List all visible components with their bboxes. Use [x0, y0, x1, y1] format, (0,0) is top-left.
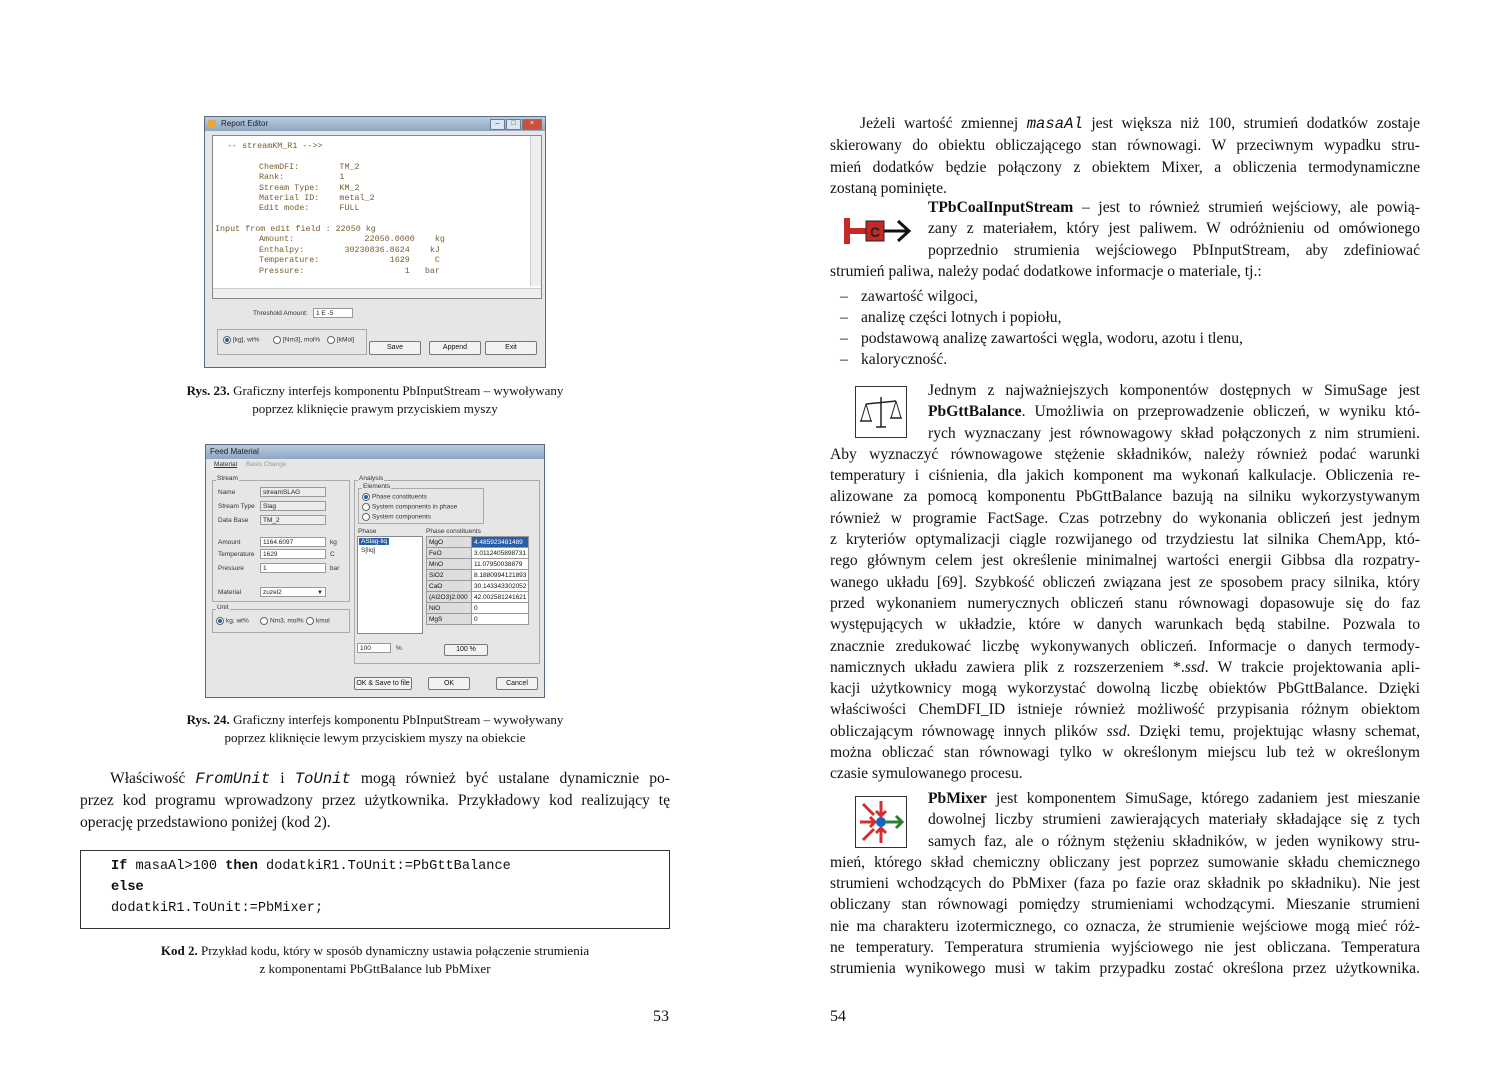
stream-type-field: Slag: [260, 501, 326, 511]
feed-material-window: [205, 444, 545, 698]
list-item: – podstawową analizę zawartości węgla, wodoru, azotu i tlenu,: [830, 328, 1420, 349]
ok-save-to-file-button[interactable]: OK & Save to file: [354, 677, 412, 690]
report-editor-titlebar: [205, 117, 545, 131]
phase-list[interactable]: [357, 536, 423, 634]
radio-kg[interactable]: kg, wt%: [216, 617, 249, 625]
phase-label: Phase: [358, 528, 377, 535]
code-2-caption: Kod 2. Przykład kodu, który w sposób dynamiczny ustawia połączenie strumienia z komponentami PbGttBalance lub PbMixer: [160, 943, 590, 976]
maximize-icon[interactable]: □: [506, 119, 521, 130]
amount-input[interactable]: 1164.6097: [260, 537, 326, 547]
table-row[interactable]: MgO 4.485923481489: [427, 537, 529, 548]
radio-kg[interactable]: [kg], wt%: [223, 336, 259, 344]
app-icon: [208, 120, 216, 128]
exit-button[interactable]: Exit: [485, 341, 537, 355]
temperature-label: Temperature: [218, 551, 255, 558]
table-row[interactable]: FeO 3.0112405898731: [427, 548, 529, 559]
pressure-input[interactable]: 1: [260, 563, 326, 573]
table-row[interactable]: MnO 11.07950038879: [427, 559, 529, 570]
report-line: Rank: 1: [259, 172, 345, 182]
radio-kmol[interactable]: [kMol]: [327, 336, 354, 344]
save-button[interactable]: Save: [369, 341, 421, 355]
amount-unit: kg: [330, 539, 337, 546]
page-number-left: 53: [653, 1008, 669, 1025]
ok-button[interactable]: OK: [428, 677, 470, 690]
report-line: Enthalpy: 30230836.8624 kJ: [259, 245, 440, 255]
report-line: Input from edit field : 22050 kg: [215, 224, 376, 234]
coal-input-stream-paragraph: TPbCoalInputStream – jest to również strumień wejściowy, ale powią- zany z materiałem, który jest paliwem. W odróżnieniu od omówionego poprzednio strumienia wejściowego PbInputStream, aby zdefiniować strumień paliwa, należy podać dodatkowe informacje o materiale, tj.:: [830, 199, 1420, 280]
vertical-scrollbar[interactable]: [530, 136, 541, 286]
code-line: dodatkiR1.ToUnit:=PbMixer;: [111, 901, 324, 916]
report-line: Temperature: 1629 C: [259, 255, 440, 265]
material-label: Material: [218, 589, 242, 596]
temperature-input[interactable]: 1629: [260, 549, 326, 559]
cancel-button[interactable]: Cancel: [496, 677, 538, 690]
report-editor-window: [204, 116, 546, 368]
gttbalance-paragraph: Jednym z najważniejszych komponentów dostępnych w SimuSage jest PbGttBalance. Umożliwia on przeprowadzenie obliczeń, w wyniku któ- rych wyznaczany jest równowagowy skład połączonych z nim strumieni. Aby wyznaczyć równowagowe stężenie składników, należy również podać warunki temperatury i ciśnienia, dla jakich komponent ma wykonań kalkulacje. Obliczenia re- alizowane za pomocą komponentu PbGttBalance bazują na silniku wykorzystywanym również w programie FactSage. Czas potrzebny do wykonania obliczeń jest jednym z kryteriów optymalizacji ciągle rozwijanego od trzydziestu lat silnika ChemApp, któ- rego głównym celem jest określenie minimalnej wartości energii Gibbsa dla rozpatry- wanego układu [69]. Szybkość obliczeń związana jest ze sposobem pracy silnika, który przed wykonaniem numerycznych obliczeń stanu równowagi dopasowuje się do faz występujących w układzie, które w danych warunkach będą stabilne. Pozwala to znacznie zredukować liczbę wykonywanych obliczeń. Informacje o danych termody- namicznych układu zawiera plik z rozszerzeniem *.ssd. W trakcie projektowania apli- kacji użytkownicy mogą wykorzystać dowolną liczbę obiektów PbGttBalance. Dzięki właściwości ChemDFI_ID istnieje również możliwość przypisania różnym obiektom obliczającym równowagę innych plików ssd. Dzięki temu, projektując własny schemat, można obliczać stan równowagi tylko w określonym miejscu lub też w określonym czasie symulowanego procesu.: [830, 382, 1421, 783]
list-item: – analizę części lotnych i popiołu,: [830, 307, 1420, 328]
radio-system-components[interactable]: System components: [362, 513, 431, 521]
constituents-table[interactable]: [426, 536, 529, 625]
list-item: – zawartość wilgoci,: [830, 286, 1420, 307]
window-title: Feed Material: [210, 447, 259, 456]
threshold-input[interactable]: 1 E -5: [313, 308, 353, 318]
window-title: Report Editor: [221, 119, 269, 128]
analysis-group-label: Analysis: [359, 475, 384, 482]
report-line: Edit mode: FULL: [259, 203, 360, 213]
list-item[interactable]: ASlag-liq: [361, 538, 388, 545]
threshold-label: Threshold Amount:: [253, 310, 308, 317]
feed-material-titlebar: [206, 445, 544, 459]
svg-text:C: C: [869, 224, 881, 240]
temperature-unit: C: [330, 551, 335, 558]
code-line: else: [111, 880, 144, 895]
unit-group-label: Unit: [217, 604, 229, 611]
table-row[interactable]: SiO2 8.1880994121893: [427, 570, 529, 581]
pressure-label: Pressure: [218, 565, 245, 572]
radio-system-components-in-phase[interactable]: System components in phase: [362, 503, 457, 511]
masaal-paragraph: Jeżeli wartość zmiennej masaAl jest większa niż 100, strumień dodatków zostaje skierowany do obiektu obliczającego stan równowagi. W przeciwnym wypadku stru- mień dodatków będzie połączony z obiektem Mixer, a obliczenia termodynamiczne zostaną pominięte.: [830, 115, 1421, 197]
pbmixer-paragraph: PbMixer jest komponentem SimuSage, którego zadaniem jest mieszanie dowolnej liczby strumieni zawierających materiały składające się z tych samych faz, ale o różnym stężeniu składników, w jeden wynikowy stru- mień, którego skład chemiczny obliczany jest poprzez sumowanie składu chemicznego strumieni wchodzących do PbMixer (faza po fazie oraz składnik po składniku). Nie jest obliczany stan równowagi pomiędzy strumieniami wchodzącymi. Mieszanie strumieni nie ma charakteru izotermicznego, co oznacza, że strumienie wejściowe mogą mieć róż- ne temperatury. Temperatura strumienia wyjściowego nie jest obliczana. Temperatura strumienia wynikowego musi w takim przypadku zostać określona przez użytkownika.: [830, 790, 1420, 978]
close-icon[interactable]: ×: [522, 119, 542, 130]
tab-basis-change[interactable]: Basis Change: [246, 461, 287, 468]
percent-input[interactable]: 100: [357, 643, 391, 653]
name-field: streamSLAG: [260, 487, 326, 497]
name-label: Name: [218, 489, 236, 496]
chevron-down-icon: ▼: [317, 590, 323, 596]
set-100-percent-button[interactable]: 100 %: [444, 644, 488, 656]
phase-constituents-label: Phase constituents: [426, 528, 481, 535]
report-line: Amount: 22050.0000 kg: [259, 234, 445, 244]
list-item[interactable]: S[liq]: [361, 547, 376, 554]
amount-label: Amount: [218, 539, 241, 546]
horizontal-scrollbar[interactable]: [213, 288, 541, 298]
stream-group-label: Stream: [217, 475, 238, 482]
table-row[interactable]: (Al2O3)2.000 42.002581241621: [427, 592, 529, 603]
table-row[interactable]: MgS 0: [427, 614, 529, 625]
report-text-area[interactable]: [212, 135, 542, 299]
minimize-icon[interactable]: –: [490, 119, 505, 130]
code-block: [80, 850, 670, 929]
tab-material[interactable]: Material: [214, 461, 238, 468]
material-select[interactable]: zuzel2 ▼: [260, 587, 326, 597]
percent-unit: %: [396, 645, 402, 652]
data-base-field: TM_2: [260, 515, 326, 525]
radio-phase-constituents[interactable]: Phase constituents: [362, 493, 427, 501]
radio-kmol[interactable]: kmol: [306, 617, 330, 625]
table-row[interactable]: NiO 0: [427, 603, 529, 614]
radio-nm3[interactable]: Nm3, mol%: [260, 617, 304, 625]
figure-24-caption: Rys. 24. Graficzny interfejs komponentu PbInputStream – wywoływany poprzez kliknięcie lewym przyciskiem myszy na obiekcie: [186, 712, 564, 745]
report-line: Material ID: metal_2: [259, 193, 375, 203]
report-line: -- streamKM_R1 -->>: [227, 141, 323, 151]
page-number-right: 54: [830, 1008, 846, 1025]
report-line: Stream Type: KM_2: [259, 183, 360, 193]
table-row[interactable]: CaO 30.143343302052: [427, 581, 529, 592]
coal-info-list: [830, 286, 1420, 370]
pressure-unit: bar: [330, 565, 340, 572]
stream-type-label: Stream Type: [218, 503, 255, 510]
data-base-label: Data Base: [218, 517, 249, 524]
report-line: Pressure: 1 bar: [259, 266, 440, 276]
figure-23-caption: Rys. 23. Graficzny interfejs komponentu PbInputStream – wywoływany poprzez kliknięcie prawym przyciskiem myszy: [186, 383, 564, 416]
report-line: ChemDFI: TM_2: [259, 162, 360, 172]
list-item: – kaloryczność.: [830, 349, 1420, 370]
radio-nm3[interactable]: [Nm3], mol%: [273, 336, 320, 344]
code-line: If masaAl>100 then dodatkiR1.ToUnit:=PbGttBalance: [111, 859, 511, 874]
fromunit-paragraph: Właściwość FromUnit i ToUnit mogą również być ustalane dynamicznie po- przez kod programu wprowadzony przez użytkownika. Przykładowy kod realizujący tę operację przedstawiono poniżej (kod 2).: [80, 770, 670, 831]
append-button[interactable]: Append: [429, 341, 481, 355]
elements-group-label: Elements: [363, 483, 391, 490]
